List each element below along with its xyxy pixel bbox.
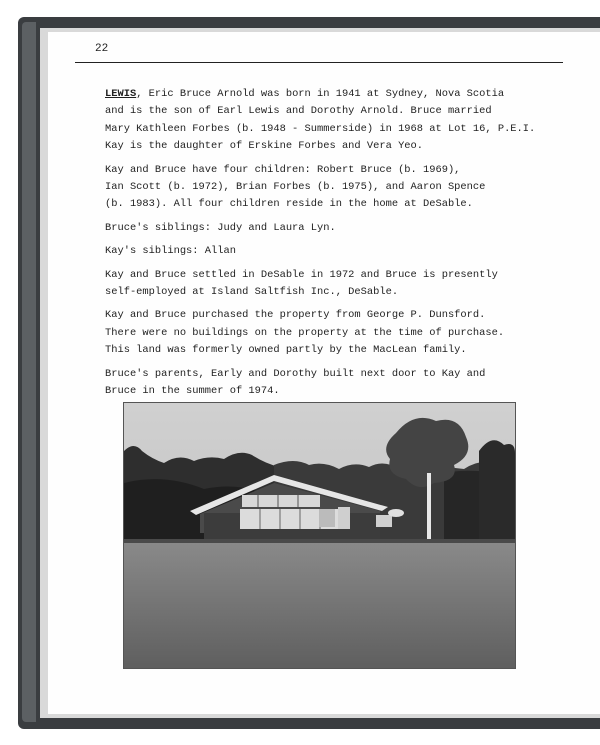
paragraph-bruce-siblings <box>105 220 545 237</box>
paragraph-children <box>105 162 545 214</box>
text-line: Kay and Bruce settled in DeSable in 1972 and Bruce is presently <box>105 268 498 281</box>
lawn <box>124 541 515 668</box>
paragraph-property <box>105 307 545 359</box>
header-rule <box>75 62 563 63</box>
text-line: Bruce's parents, Early and Dorothy built next door to Kay and <box>105 367 486 380</box>
house-photo <box>123 402 516 669</box>
text-line: Bruce's siblings: Judy and Laura Lyn. <box>105 221 336 234</box>
document-page <box>48 32 600 714</box>
text-line: This land was formerly owned partly by the MacLean family. <box>105 344 467 357</box>
text-line: Kay and Bruce have four children: Robert Bruce (b. 1969), <box>105 163 461 176</box>
paragraph-kay-siblings <box>105 243 545 260</box>
text-line: Ian Scott (b. 1972), Brian Forbes (b. 1975), and Aaron Spence <box>105 181 486 194</box>
paragraph-birth <box>105 86 545 156</box>
paragraph-settled <box>105 267 545 302</box>
text-line: There were no buildings on the property at the time of purchase. <box>105 326 505 339</box>
lawn-edge <box>124 539 515 543</box>
text-line: and is the son of Earl Lewis and Dorothy Arnold. Bruce married <box>105 105 492 118</box>
surname-heading: LEWIS <box>105 88 137 100</box>
text-line: Kay and Bruce purchased the property from George P. Dunsford. <box>105 309 486 322</box>
house-photo-drawing <box>124 403 515 668</box>
text-line: self-employed at Island Saltfish Inc., DeSable. <box>105 286 399 299</box>
text-line: LEWIS, Eric Bruce Arnold was born in 1941 at Sydney, Nova Scotia <box>105 88 505 100</box>
text-line: Mary Kathleen Forbes (b. 1948 - Summerside) in 1968 at Lot 16, P.E.I. <box>105 122 536 135</box>
text-line: (b. 1983). All four children reside in the home at DeSable. <box>105 198 473 211</box>
text-line: Kay is the daughter of Erskine Forbes and Vera Yeo. <box>105 140 424 153</box>
text-line: Bruce in the summer of 1974. <box>105 385 280 398</box>
family-entry <box>105 86 545 407</box>
page-number: 22 <box>95 43 109 55</box>
binder-spine <box>22 22 36 722</box>
text-line: Kay's siblings: Allan <box>105 245 236 258</box>
paragraph-parents <box>105 366 545 401</box>
